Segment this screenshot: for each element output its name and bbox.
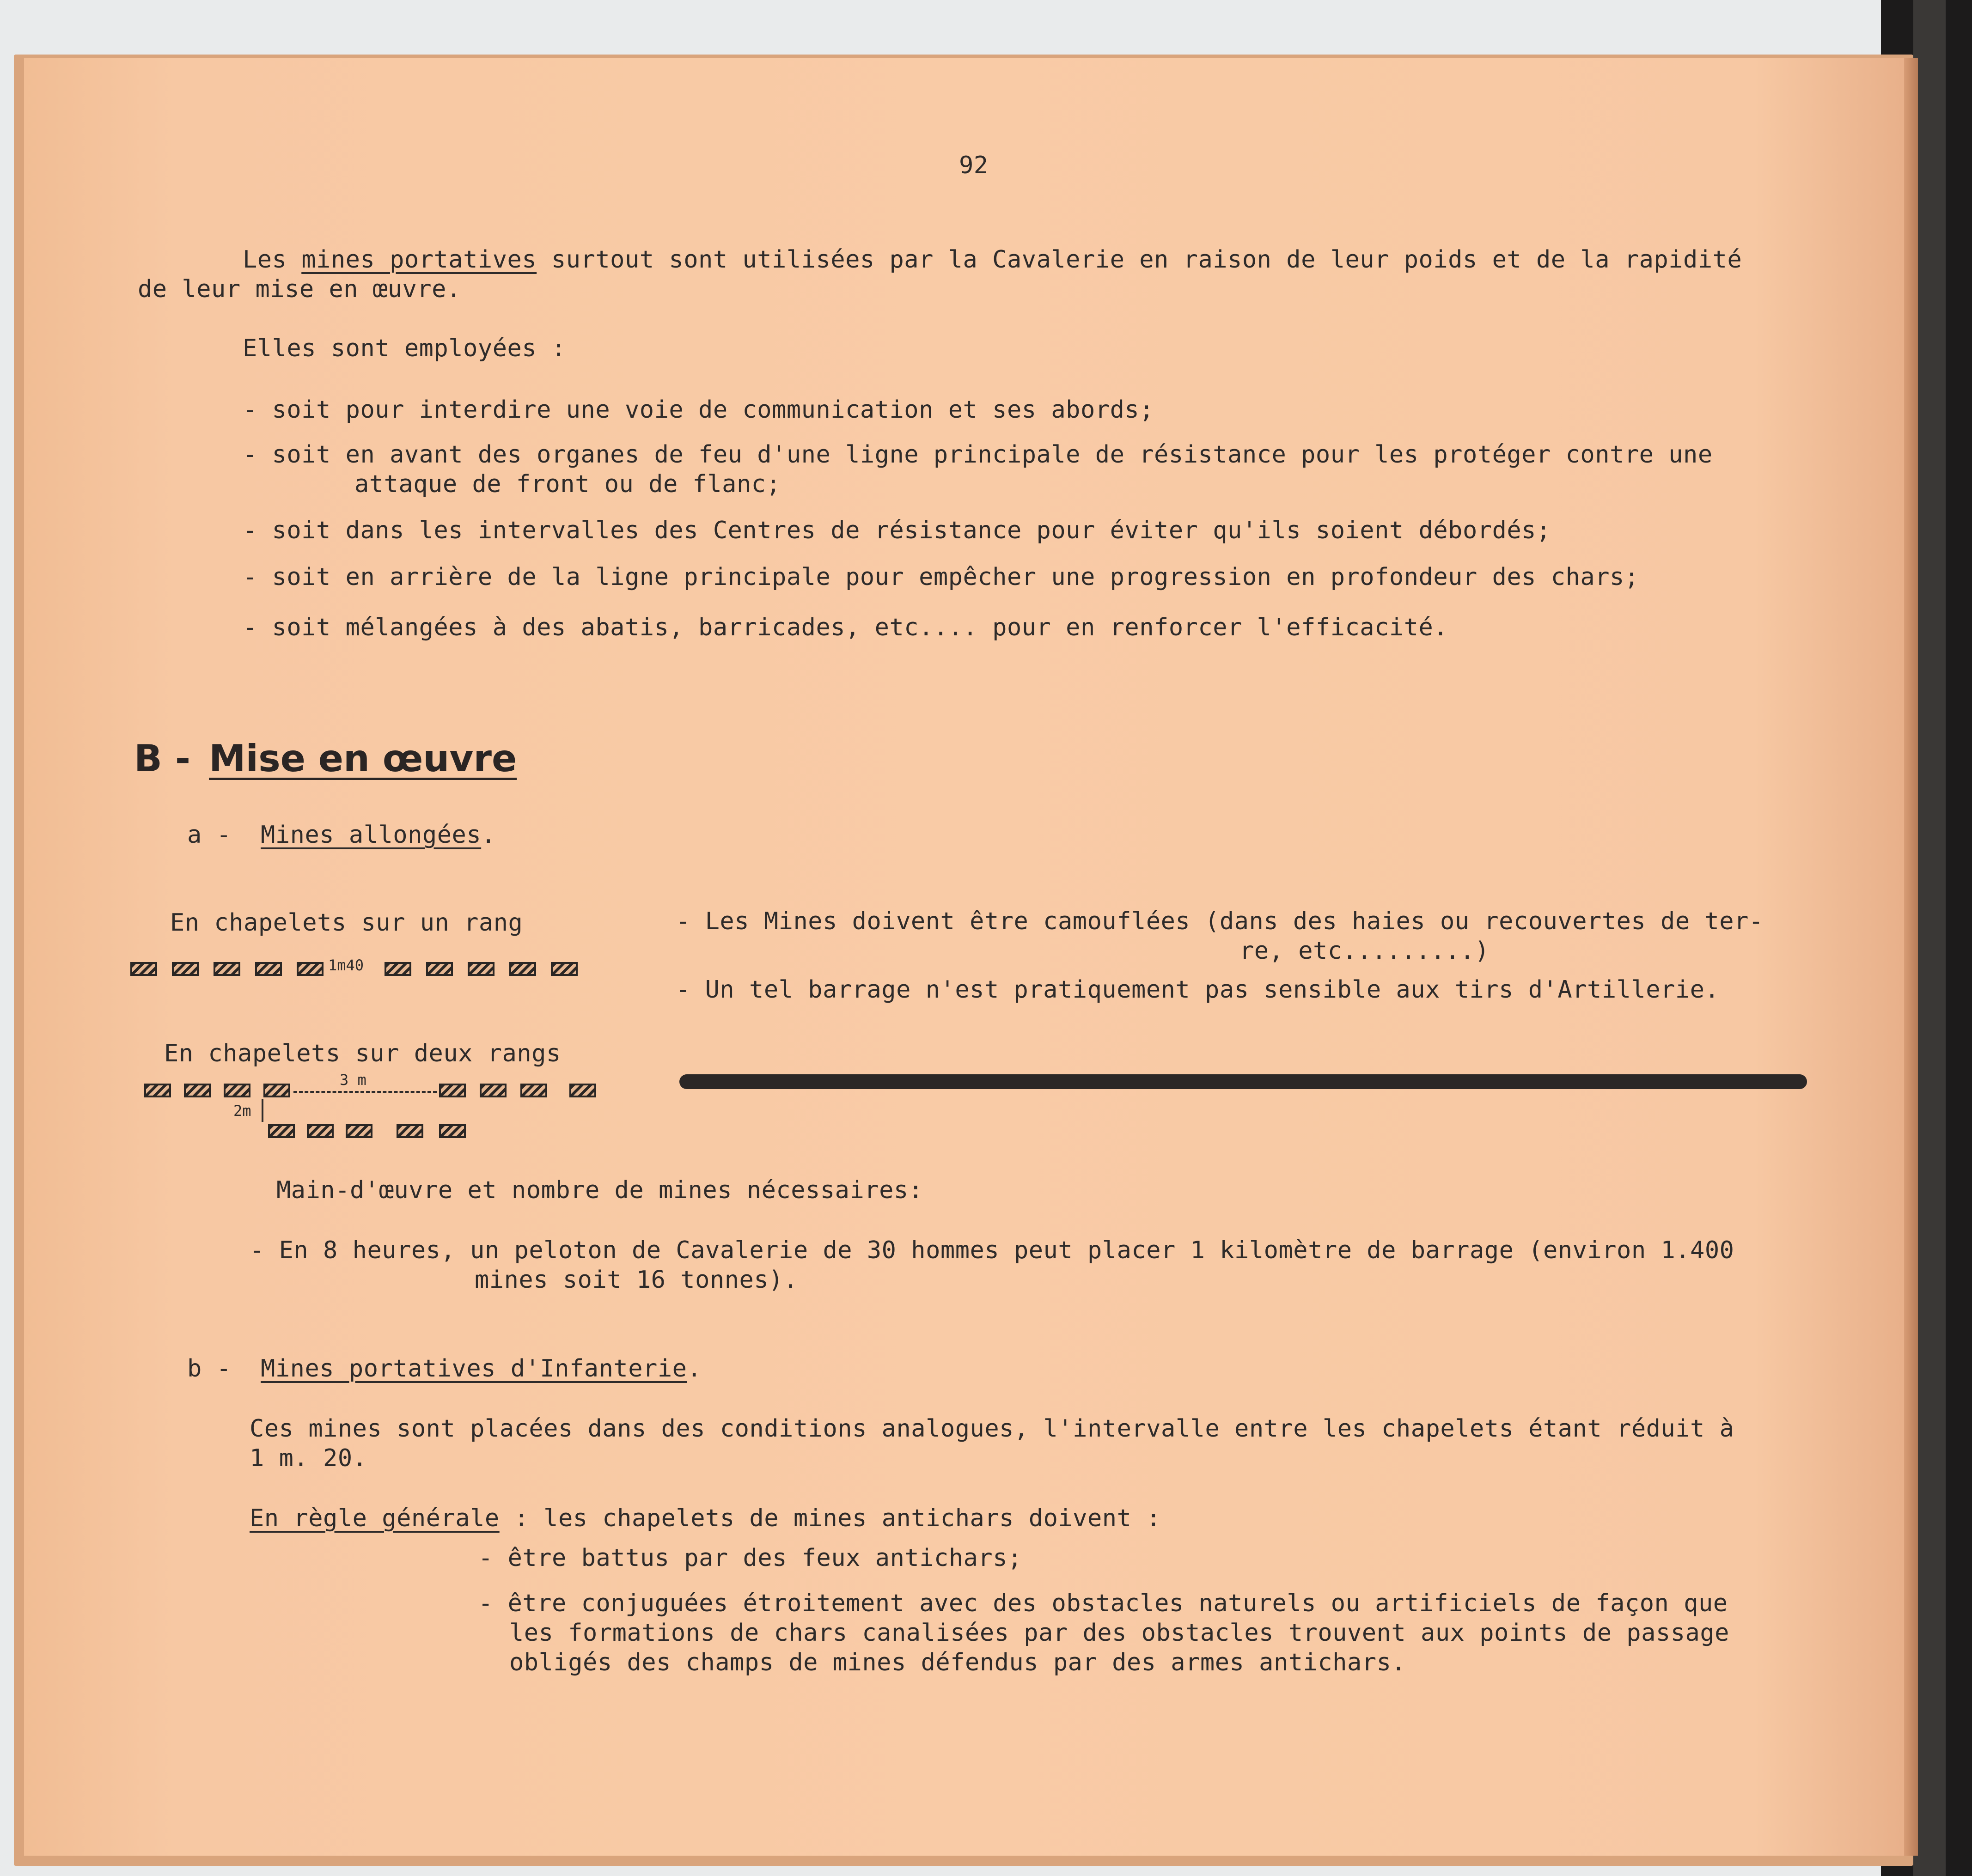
sub-b-para-1: Ces mines sont placées dans des conditions analogues, l'intervalle entre les chapelets étant réduit à xyxy=(250,1415,1734,1443)
double-row-label: En chapelets sur deux rangs xyxy=(164,1040,561,1067)
mine-icon xyxy=(468,962,495,976)
mine-icon xyxy=(172,962,199,976)
double-row-spacing: 3 m xyxy=(340,1071,366,1089)
binding-edge xyxy=(1913,0,1946,1876)
single-row-spacing: 1m40 xyxy=(328,956,364,974)
mine-icon xyxy=(480,1084,507,1097)
use-item-3: - soit dans les intervalles des Centres de résistance pour éviter qu'ils soient débordés; xyxy=(243,517,1551,544)
document-page xyxy=(24,58,1904,1856)
use-item-5: - soit mélangées à des abatis, barricades, etc.... pour en renforcer l'efficacité. xyxy=(243,614,1448,641)
mine-icon xyxy=(268,1124,295,1138)
gutter-shadow xyxy=(1904,58,1918,1856)
mine-icon xyxy=(439,1124,466,1138)
rule-item-1: - être battus par des feux antichars; xyxy=(478,1544,1022,1572)
rule-item-2-line-1: - être conjuguées étroitement avec des obstacles naturels ou artificiels de façon que xyxy=(478,1590,1728,1617)
mine-icon xyxy=(385,962,411,976)
struck-out-line xyxy=(679,1074,1807,1089)
labor-heading: Main-d'œuvre et nombre de mines nécessaires: xyxy=(276,1176,923,1204)
mine-icon xyxy=(569,1084,596,1097)
mine-icon xyxy=(439,1084,466,1097)
sub-b-title: Mines portatives d'Infanterie xyxy=(261,1355,687,1383)
mine-icon xyxy=(144,1084,171,1097)
mine-icon xyxy=(307,1124,334,1138)
mine-icon xyxy=(397,1124,423,1138)
intro-line-1: Les mines portatives surtout sont utilisées par la Cavalerie en raison de leur poids et de la rapidité xyxy=(243,246,1742,274)
single-row-label: En chapelets sur un rang xyxy=(170,909,523,937)
spacing-line xyxy=(293,1091,437,1093)
mine-icon xyxy=(255,962,282,976)
mine-icon xyxy=(509,962,536,976)
use-item-2-cont: attaque de front ou de flanc; xyxy=(354,470,781,498)
employed-heading: Elles sont employées : xyxy=(243,335,566,362)
intro-line-2: de leur mise en œuvre. xyxy=(138,275,461,303)
mine-icon xyxy=(263,1084,290,1097)
mine-icon xyxy=(130,962,157,976)
mine-icon xyxy=(184,1084,211,1097)
row-gap-label: 2m xyxy=(233,1102,251,1120)
sub-a-title: Mines allongées xyxy=(261,821,482,849)
mine-icon xyxy=(346,1124,372,1138)
mine-icon xyxy=(426,962,453,976)
sub-a-heading: a - Mines allongées. xyxy=(187,821,496,849)
mine-icon xyxy=(551,962,578,976)
sub-b-heading: b - Mines portatives d'Infanterie. xyxy=(187,1355,702,1383)
section-b-heading: B - Mise en œuvre xyxy=(134,737,517,780)
general-rule: En règle générale : les chapelets de mines antichars doivent : xyxy=(250,1504,1161,1532)
note-camouflage: - Les Mines doivent être camouflées (dans des haies ou recouvertes de ter- xyxy=(676,908,1764,935)
section-b-title: Mise en œuvre xyxy=(209,737,517,780)
general-rule-label: En règle générale xyxy=(250,1504,500,1532)
note-camouflage-cont: re, etc.........) xyxy=(1239,937,1490,965)
row-gap-line xyxy=(262,1099,263,1122)
labor-line-2: mines soit 16 tonnes). xyxy=(475,1266,798,1294)
labor-line-1: - En 8 heures, un peloton de Cavalerie de 30 hommes peut placer 1 kilomètre de barrage (environ 1.400 xyxy=(250,1236,1734,1264)
mine-icon xyxy=(224,1084,250,1097)
note-artillery: - Un tel barrage n'est pratiquement pas sensible aux tirs d'Artillerie. xyxy=(676,976,1720,1004)
mine-icon xyxy=(520,1084,547,1097)
page-number: 92 xyxy=(959,152,989,179)
rule-item-2-line-3: obligés des champs de mines défendus par des armes antichars. xyxy=(509,1649,1406,1676)
term-mines-portatives: mines portatives xyxy=(301,246,537,274)
use-item-4: - soit en arrière de la ligne principale pour empêcher une progression en profondeur des chars; xyxy=(243,563,1639,591)
use-item-2: - soit en avant des organes de feu d'une ligne principale de résistance pour les protéger contre une xyxy=(243,441,1713,469)
use-item-1: - soit pour interdire une voie de communication et ses abords; xyxy=(243,396,1154,424)
mine-icon xyxy=(297,962,324,976)
sub-b-para-2: 1 m. 20. xyxy=(250,1444,367,1472)
rule-item-2-line-2: les formations de chars canalisées par des obstacles trouvent aux points de passage xyxy=(509,1619,1729,1647)
mine-icon xyxy=(214,962,240,976)
